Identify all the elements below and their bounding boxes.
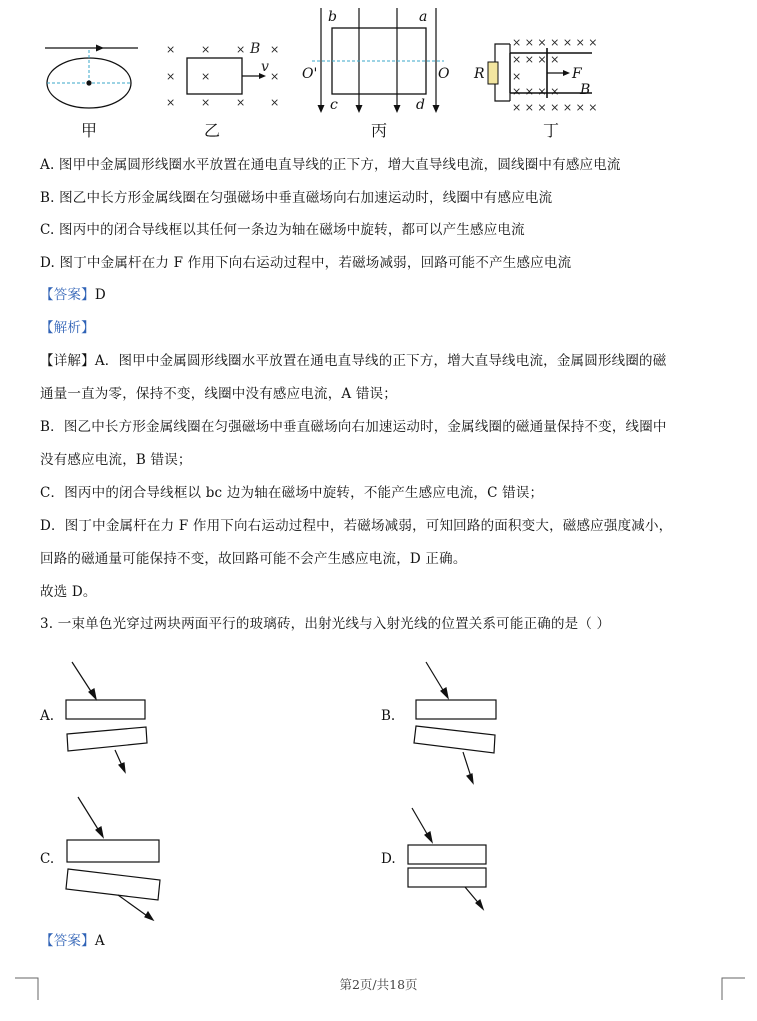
question-3-stem: 3. 一束单色光穿过两块两面平行的玻璃砖，出射光线与入射光线的位置关系可能正确的是（ ） (40, 616, 611, 632)
svg-text:×: × (201, 70, 211, 83)
ding-resistor-label: R (474, 66, 485, 82)
svg-text:× × × × × × ×: × × × × × × × (512, 101, 598, 114)
detail-line-7: 回路的磁通量可能保持不变，故回路可能不会产生感应电流，D 正确。 (40, 551, 467, 567)
q3-diagram-a (66, 662, 147, 772)
ding-field-label: B (580, 82, 591, 98)
detail-line-5: C．图丙中的闭合导线框以 bc 边为轴在磁场中旋转，不能产生感应电流，C 错误； (40, 485, 544, 501)
figure-bing (302, 8, 450, 113)
q3-diagram-b (414, 662, 496, 783)
svg-text:×: × (201, 43, 211, 56)
bing-label-o: O (438, 66, 450, 82)
caption-ding: 丁 (542, 121, 559, 140)
q3-choice-b-label: B. (381, 708, 396, 724)
option-c: C. 图丙中的闭合导线框以其任何一条边为轴在磁场中旋转，都可以产生感应电流 (40, 222, 525, 238)
svg-text:× × × ×: × × × × (512, 53, 560, 66)
q3-diagram-c (66, 797, 160, 920)
detail-line-6: D．图丁中金属杆在力 F 作用下向右运动过程中，若磁场减弱，可知回路的面积变大，磁感应强度减小， (40, 518, 673, 534)
svg-text:×: × (166, 70, 176, 83)
answer-value: D (94, 287, 106, 303)
svg-text:×: × (236, 43, 246, 56)
svg-text:×: × (270, 96, 280, 109)
svg-text:×: × (166, 43, 176, 56)
ding-force-label: F (572, 66, 582, 82)
option-a: A. 图甲中金属圆形线圈水平放置在通电直导线的正下方，增大直导线电流，圆线圈中有感应电流 (40, 157, 621, 173)
svg-text:×: × (166, 96, 176, 109)
svg-text:×: × (270, 43, 280, 56)
svg-text:×: × (512, 70, 522, 83)
q3-choice-c-label: C. (40, 851, 55, 867)
answer3-line (40, 932, 105, 950)
page-footer: 第2页/共18页 (339, 977, 418, 992)
q3-diagram-d (408, 808, 486, 909)
answer3-value: A (94, 933, 105, 949)
answer3-tag: 【答案】 (40, 933, 95, 949)
svg-text:× × × × × × ×: × × × × × × × (512, 36, 598, 49)
analysis-line (40, 319, 95, 337)
figure-yi (166, 41, 279, 109)
svg-text:×: × (236, 96, 246, 109)
analysis-tag: 【解析】 (40, 320, 95, 336)
bing-label-d: d (416, 97, 425, 113)
answer-line (40, 286, 106, 304)
option-d: D. 图丁中金属杆在力 F 作用下向右运动过程中，若磁场减弱，回路可能不产生感应电流 (40, 255, 572, 271)
detail-line-3: B．图乙中长方形金属线圈在匀强磁场中垂直磁场向右加速运动时，金属线圈的磁通量保持不变，线圈中 (40, 419, 667, 435)
svg-text:×: × (201, 96, 211, 109)
yi-velocity-label: v (261, 59, 269, 75)
q3-diagrams (0, 650, 757, 930)
detail-line-2: 通量一直为零，保持不变，线圈中没有感应电流，A 错误； (40, 386, 397, 402)
detail-text-1: A．图甲中金属圆形线圈水平放置在通电直导线的正下方，增大直导线电流，金属圆形线圈的磁 (94, 353, 667, 369)
bing-label-b: b (328, 9, 337, 25)
bing-label-a: a (419, 9, 428, 25)
q3-choice-d-label: D. (381, 851, 396, 867)
figure-ding (473, 36, 598, 114)
detail-line-4: 没有感应电流，B 错误； (40, 452, 192, 468)
bing-label-c: c (330, 97, 338, 113)
svg-text:× × × ×: × × × × (512, 85, 560, 98)
svg-text:×: × (270, 70, 280, 83)
option-b: B. 图乙中长方形金属线圈在匀强磁场中垂直磁场向右加速运动时，线圈中有感应电流 (40, 190, 553, 206)
caption-yi: 乙 (203, 121, 220, 140)
bing-label-o-prime: O' (302, 66, 318, 82)
answer-tag: 【答案】 (40, 287, 95, 303)
figure-jia (45, 45, 138, 109)
detail-tag: 【详解】 (40, 353, 95, 369)
caption-bing: 丙 (370, 121, 387, 140)
q3-choice-a-label: A. (40, 708, 55, 724)
caption-jia: 甲 (80, 121, 97, 140)
detail-line-1 (40, 352, 666, 370)
detail-line-8: 故选 D。 (40, 584, 97, 600)
yi-field-label: B (250, 41, 261, 57)
